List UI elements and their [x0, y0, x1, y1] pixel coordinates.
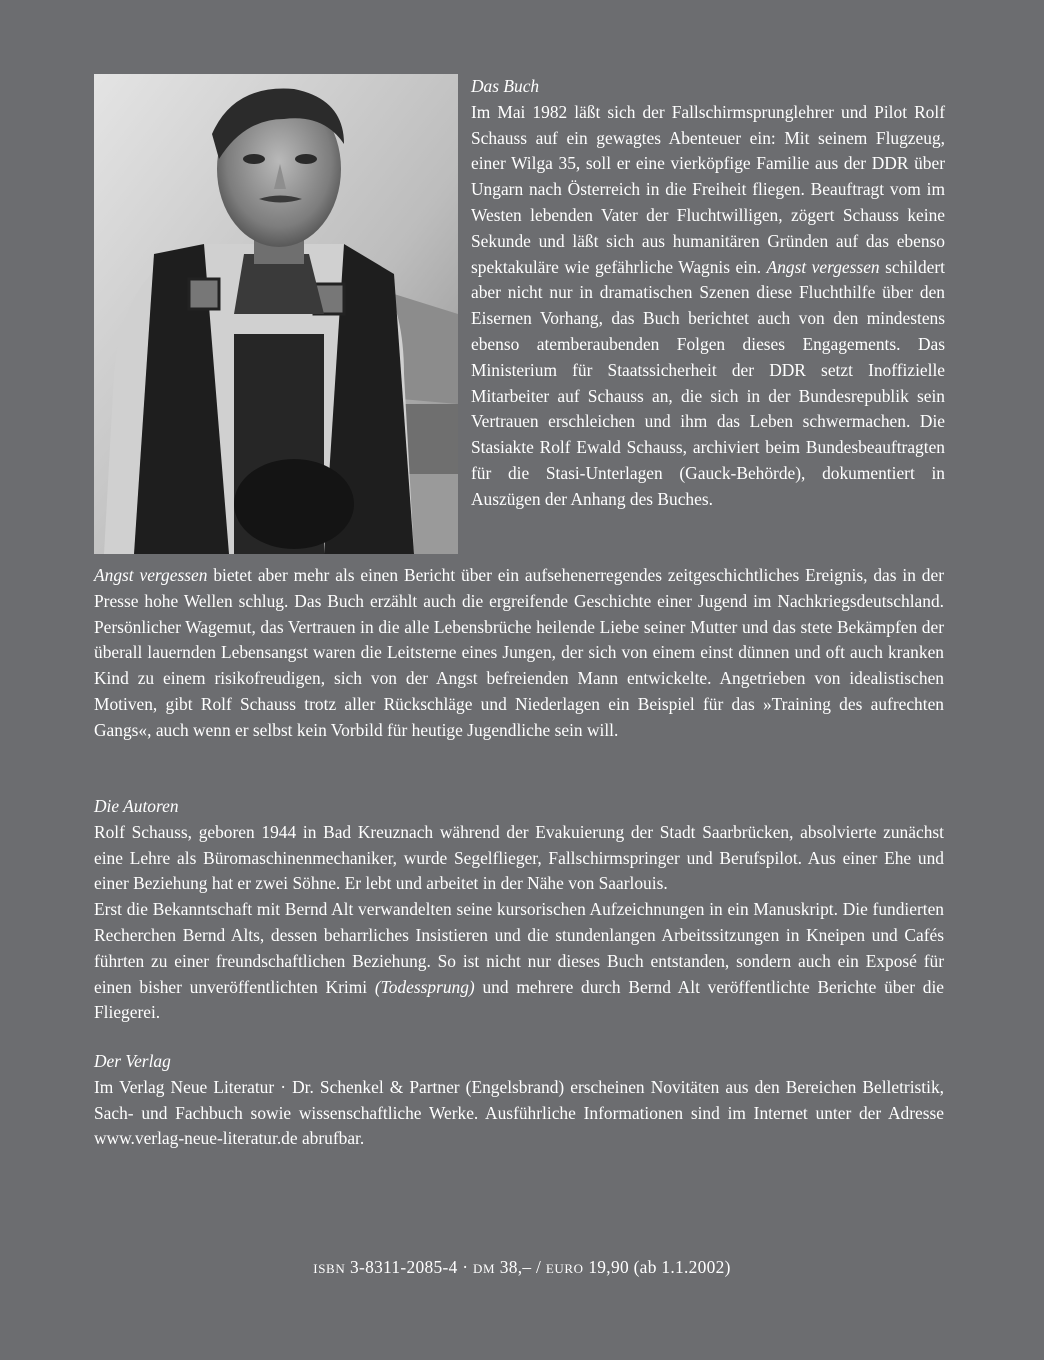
- authors-p2-end: und mehrere durch Bernd Alt veröffentlichte Berichte über die Fliegerei.: [94, 976, 945, 1023]
- section-heading-publisher: Der Verlag: [94, 1051, 171, 1071]
- book-description: [471, 100, 945, 513]
- isbn-number: 3-8311-2085-4 ·: [349, 1257, 469, 1277]
- euro-label: EURO: [545, 1261, 584, 1276]
- authors-paragraph-1: Rolf Schauss, geboren 1944 in Bad Kreuznach während der Evakuierung der Stadt Saarbrücken, absolvierte zunächst eine Lehre als Büromaschinenmechaniker, wurde Segelflieger, Fallschirmspringer und Berufspilot. Aus einer Ehe und einer Beziehung hat er zwei Söhne. Er lebt und arbeitet in der Nähe von Saarlouis.: [94, 821, 944, 894]
- section-heading-authors: Die Autoren: [94, 796, 179, 816]
- krimi-title-italic: (Todessprung): [374, 976, 475, 997]
- author-portrait-photo: [94, 74, 458, 554]
- authors-section: [94, 794, 944, 1026]
- dm-label: DM: [472, 1261, 496, 1276]
- book-continued-text: bietet aber mehr als einen Bericht über ein aufsehenerregendes zeitgeschichtliches Ereignis, das in der Presse hohe Wellen schlug. Das Buch erzählt auch die ergreifende Geschichte einer Jugend im Nachkriegsdeutschland. Persönlicher Wagemut, das Vertrauen in die alle Lebensbrüche heilende Liebe seiner Mutter und das stete Bekämpfen der überall lauernden Lebensangst waren die Leitsterne eines Jungen, der sich von einem einst dünnen und oft auch kranken Kind zu einem risikofreudigen, sich von der Angst befreienden Mann entwickelte. Angetrieben von idealistischen Motiven, gibt Rolf Schauss trotz aller Rückschläge und Niederlagen ein Beispiel für das »Training des aufrechten Gangs«, auch wenn er selbst kein Vorbild für heutige Jugendliche sein will.: [94, 565, 944, 740]
- book-rest-text: schildert aber nicht nur in dramatischen Szenen diese Fluchthilfe über den Eisernen Vorhang, das Buch berichtet auch von den mindestens ebenso atemberaubenden Folgen dieses Engagements. Das Ministerium für Staatssicherheit der DDR setzt Inoffizielle Mitarbeiter auf Schauss an, die sich in der Bundesrepublik sein Vertrauen erschleichen und ihm das Leben schwermachen. Die Stasiakte Rolf Ewald Schauss, archiviert beim Bundesbeauftragten für die Stasi-Unterlagen (Gauck-Behörde), dokumentiert in Auszügen der Anhang des Buches.: [471, 256, 945, 509]
- publisher-section: [94, 1049, 944, 1152]
- authors-paragraph-2: [94, 897, 944, 1026]
- euro-price: 19,90 (ab 1.1.2002): [588, 1257, 731, 1277]
- book-section: [471, 74, 945, 513]
- authors-p2-start: Erst die Bekanntschaft mit Bernd Alt verwandelten seine kursorischen Aufzeichnungen in ein Manuskript. Die fundierten Recherchen Bernd Alts, dessen beharrliches Insistieren und die stundenlangen Arbeitssitzungen in Kneipen und Cafés führten zu einer freundschaftlichen Beziehung. So ist nicht nur dieses Buch entstanden, sondern auch ein Exposé für einen bisher unveröffentlichten Krimi: [94, 899, 944, 997]
- isbn-price-line: [0, 1257, 1044, 1278]
- book-title-italic: Angst vergessen: [766, 256, 880, 277]
- publisher-paragraph: Im Verlag Neue Literatur · Dr. Schenkel & Partner (Engelsbrand) erscheinen Novitäten aus den Bereichen Belletristik, Sach- und Fachbuch sowie wissenschaftliche Werke. Ausführliche Informationen sind im Internet unter der Adresse www.verlag-neue-literatur.de abrufbar.: [94, 1076, 944, 1149]
- book-intro-text: Im Mai 1982 läßt sich der Fallschirmsprunglehrer und Pilot Rolf Schauss auf ein gewagtes Abenteuer ein: Mit seinem Flugzeug, einer Wilga 35, soll er eine vierköpfige Familie aus der DDR über Ungarn nach Österreich in die Freiheit fliegen. Beauftragt vom im Westen lebenden Vater der Fluchtwilligen, zögert Schauss keine Sekunde und läßt sich aus humanitären Gründen auf das ebenso spektakuläre wie gefährliche Wagnis ein.: [471, 101, 945, 277]
- book-continued-section: [94, 563, 944, 744]
- section-heading-book: Das Buch: [471, 76, 540, 96]
- isbn-label: ISBN: [313, 1261, 346, 1276]
- book-continued-paragraph: [94, 563, 944, 744]
- portrait-photo-icon: [94, 74, 458, 554]
- book-title-italic-2: Angst vergessen: [94, 565, 208, 585]
- dm-price: 38,– /: [499, 1257, 542, 1277]
